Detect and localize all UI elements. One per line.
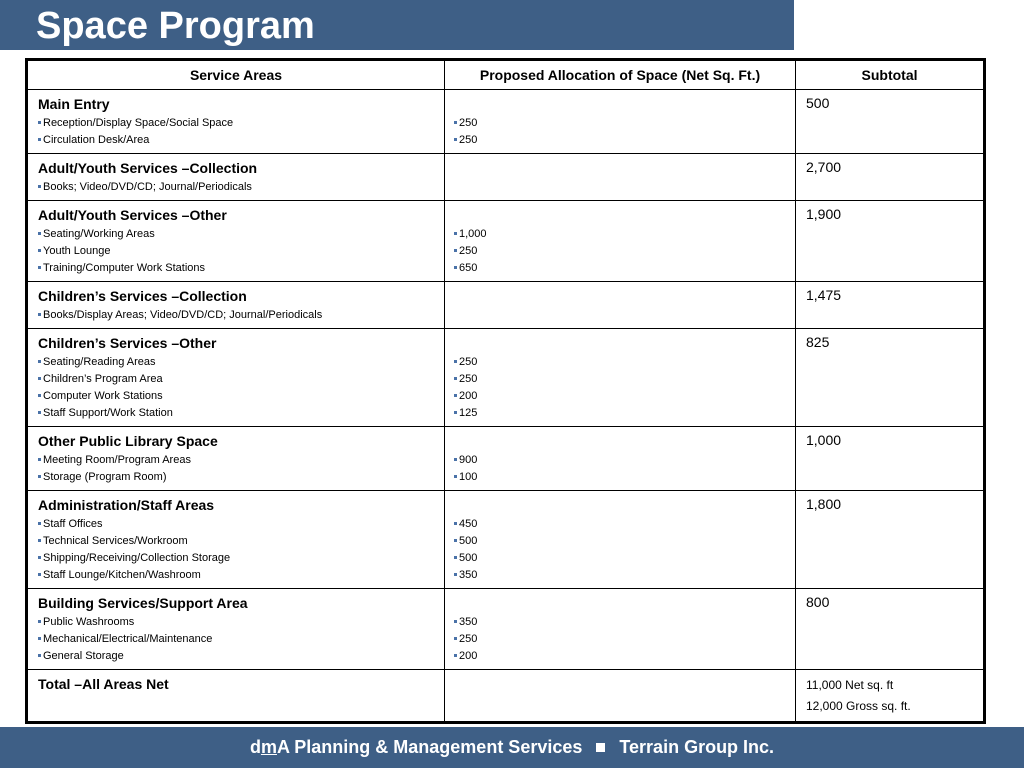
allocation-value bbox=[454, 132, 791, 149]
column-header-service-areas: Service Areas bbox=[27, 60, 445, 90]
allocation-cell bbox=[445, 90, 796, 154]
section-heading: Children’s Services –Collection bbox=[38, 288, 247, 304]
allocation-text: 650 bbox=[459, 262, 478, 274]
section-row bbox=[27, 329, 985, 427]
footer-bar bbox=[0, 727, 1024, 768]
section-row bbox=[27, 154, 985, 201]
square-bullet-icon bbox=[38, 266, 41, 269]
allocation-value bbox=[454, 226, 791, 243]
footer-company bbox=[250, 737, 582, 758]
allocation-text: 250 bbox=[459, 134, 478, 146]
square-bullet-icon bbox=[454, 121, 457, 124]
subtotal-cell: 1,800 bbox=[796, 491, 985, 589]
item-name: Staff Lounge/Kitchen/Washroom bbox=[43, 569, 201, 581]
square-bullet-icon bbox=[454, 394, 457, 397]
service-area-cell bbox=[27, 90, 445, 154]
column-header-proposed-allocation: Proposed Allocation of Space (Net Sq. Ft.) bbox=[445, 60, 796, 90]
list-item bbox=[38, 307, 440, 324]
square-bullet-icon bbox=[454, 522, 457, 525]
table-header-row bbox=[27, 60, 985, 90]
list-item bbox=[38, 648, 440, 665]
allocation-value bbox=[454, 614, 791, 631]
square-bullet-icon bbox=[38, 637, 41, 640]
list-item bbox=[38, 132, 440, 149]
section-heading: Children’s Services –Other bbox=[38, 335, 217, 351]
item-name: Books; Video/DVD/CD; Journal/Periodicals bbox=[43, 181, 252, 193]
allocation-value bbox=[454, 533, 791, 550]
allocation-cell bbox=[445, 201, 796, 282]
section-row bbox=[27, 201, 985, 282]
table-body bbox=[27, 90, 985, 723]
section-heading: Administration/Staff Areas bbox=[38, 497, 215, 513]
allocation-text: 500 bbox=[459, 535, 478, 547]
service-area-cell bbox=[27, 329, 445, 427]
service-area-cell bbox=[27, 154, 445, 201]
subtotal-cell: 2,700 bbox=[796, 154, 985, 201]
service-area-cell bbox=[27, 201, 445, 282]
list-item bbox=[38, 631, 440, 648]
subtotal-cell: 825 bbox=[796, 329, 985, 427]
total-allocation-cell bbox=[445, 670, 796, 723]
square-bullet-icon bbox=[454, 556, 457, 559]
list-item bbox=[38, 179, 440, 196]
allocation-text: 1,000 bbox=[459, 228, 487, 240]
title-bar bbox=[0, 0, 794, 50]
total-gross-value: 12,000 Gross sq. ft. bbox=[806, 699, 911, 713]
list-item bbox=[38, 260, 440, 277]
item-name: Shipping/Receiving/Collection Storage bbox=[43, 552, 231, 564]
allocation-value bbox=[454, 631, 791, 648]
square-bullet-icon bbox=[38, 539, 41, 542]
allocation-text: 200 bbox=[459, 650, 478, 662]
subtotal-cell: 1,475 bbox=[796, 282, 985, 329]
allocation-value bbox=[454, 452, 791, 469]
section-row bbox=[27, 589, 985, 670]
allocation-cell bbox=[445, 154, 796, 201]
square-bullet-icon bbox=[38, 138, 41, 141]
footer-company-rest: A Planning & Management Services bbox=[276, 737, 583, 757]
square-bullet-icon bbox=[38, 313, 41, 316]
allocation-text: 450 bbox=[459, 518, 478, 530]
subtotal-cell: 800 bbox=[796, 589, 985, 670]
square-bullet-icon bbox=[38, 394, 41, 397]
subtotal-cell: 500 bbox=[796, 90, 985, 154]
list-item bbox=[38, 567, 440, 584]
column-header-subtotal: Subtotal bbox=[796, 60, 985, 90]
square-bullet-icon bbox=[454, 573, 457, 576]
allocation-value bbox=[454, 388, 791, 405]
allocation-value bbox=[454, 469, 791, 486]
section-row bbox=[27, 427, 985, 491]
square-bullet-icon bbox=[38, 573, 41, 576]
square-bullet-icon bbox=[38, 185, 41, 188]
subtotal-cell: 1,000 bbox=[796, 427, 985, 491]
list-item bbox=[38, 405, 440, 422]
allocation-text: 125 bbox=[459, 407, 478, 419]
square-bullet-icon bbox=[454, 539, 457, 542]
square-bullet-icon bbox=[38, 360, 41, 363]
allocation-cell bbox=[445, 427, 796, 491]
allocation-text: 500 bbox=[459, 552, 478, 564]
allocation-value bbox=[454, 567, 791, 584]
item-name: Staff Offices bbox=[43, 518, 103, 530]
item-name: Storage (Program Room) bbox=[43, 471, 167, 483]
list-item bbox=[38, 388, 440, 405]
square-bullet-icon bbox=[454, 475, 457, 478]
allocation-cell bbox=[445, 329, 796, 427]
section-heading: Adult/Youth Services –Collection bbox=[38, 160, 258, 176]
allocation-cell bbox=[445, 589, 796, 670]
square-bullet-icon bbox=[454, 232, 457, 235]
allocation-value bbox=[454, 405, 791, 422]
square-bullet-icon bbox=[454, 138, 457, 141]
total-subtotal-cell bbox=[796, 670, 985, 723]
item-name: Seating/Working Areas bbox=[43, 228, 155, 240]
list-item bbox=[38, 614, 440, 631]
square-bullet-icon bbox=[38, 458, 41, 461]
total-label-cell bbox=[27, 670, 445, 723]
allocation-text: 250 bbox=[459, 117, 478, 129]
square-bullet-icon bbox=[454, 377, 457, 380]
square-bullet-icon bbox=[38, 377, 41, 380]
item-name: Reception/Display Space/Social Space bbox=[43, 117, 234, 129]
section-heading: Main Entry bbox=[38, 96, 110, 112]
total-heading: Total –All Areas Net bbox=[38, 676, 169, 692]
allocation-text: 900 bbox=[459, 454, 478, 466]
list-item bbox=[38, 115, 440, 132]
square-bullet-icon bbox=[454, 411, 457, 414]
allocation-value bbox=[454, 354, 791, 371]
square-bullet-icon bbox=[596, 743, 605, 752]
allocation-text: 350 bbox=[459, 616, 478, 628]
item-name: Training/Computer Work Stations bbox=[43, 262, 206, 274]
item-name: Books/Display Areas; Video/DVD/CD; Journal/Periodicals bbox=[43, 309, 323, 321]
list-item bbox=[38, 226, 440, 243]
section-row bbox=[27, 90, 985, 154]
square-bullet-icon bbox=[38, 411, 41, 414]
total-net-value: 11,000 Net sq. ft bbox=[806, 678, 894, 692]
list-item bbox=[38, 354, 440, 371]
square-bullet-icon bbox=[38, 121, 41, 124]
list-item bbox=[38, 452, 440, 469]
allocation-value bbox=[454, 550, 791, 567]
square-bullet-icon bbox=[454, 458, 457, 461]
square-bullet-icon bbox=[38, 556, 41, 559]
section-heading: Building Services/Support Area bbox=[38, 595, 248, 611]
allocation-value bbox=[454, 115, 791, 132]
square-bullet-icon bbox=[454, 620, 457, 623]
item-name: Circulation Desk/Area bbox=[43, 134, 150, 146]
list-item bbox=[38, 533, 440, 550]
square-bullet-icon bbox=[38, 249, 41, 252]
total-row bbox=[27, 670, 985, 723]
allocation-text: 250 bbox=[459, 633, 478, 645]
allocation-text: 100 bbox=[459, 471, 478, 483]
list-item bbox=[38, 469, 440, 486]
footer-company-underlined: m bbox=[260, 737, 277, 757]
allocation-cell bbox=[445, 491, 796, 589]
section-heading: Other Public Library Space bbox=[38, 433, 218, 449]
square-bullet-icon bbox=[454, 360, 457, 363]
square-bullet-icon bbox=[38, 475, 41, 478]
allocation-value bbox=[454, 648, 791, 665]
item-name: Computer Work Stations bbox=[43, 390, 163, 402]
allocation-text: 200 bbox=[459, 390, 478, 402]
service-area-cell bbox=[27, 282, 445, 329]
item-name: Seating/Reading Areas bbox=[43, 356, 156, 368]
list-item bbox=[38, 516, 440, 533]
list-item bbox=[38, 550, 440, 567]
item-name: Mechanical/Electrical/Maintenance bbox=[43, 633, 213, 645]
allocation-text: 350 bbox=[459, 569, 478, 581]
footer-partner: Terrain Group Inc. bbox=[619, 737, 775, 757]
square-bullet-icon bbox=[38, 522, 41, 525]
allocation-value bbox=[454, 243, 791, 260]
square-bullet-icon bbox=[454, 637, 457, 640]
allocation-text: 250 bbox=[459, 373, 478, 385]
item-name: Children’s Program Area bbox=[43, 373, 163, 385]
item-name: Public Washrooms bbox=[43, 616, 135, 628]
page-title: Space Program bbox=[36, 5, 315, 47]
subtotal-cell: 1,900 bbox=[796, 201, 985, 282]
square-bullet-icon bbox=[454, 266, 457, 269]
allocation-value bbox=[454, 371, 791, 388]
square-bullet-icon bbox=[38, 620, 41, 623]
square-bullet-icon bbox=[38, 232, 41, 235]
service-area-cell bbox=[27, 589, 445, 670]
square-bullet-icon bbox=[454, 654, 457, 657]
allocation-text: 250 bbox=[459, 245, 478, 257]
space-program-table bbox=[25, 58, 986, 724]
list-item bbox=[38, 371, 440, 388]
square-bullet-icon bbox=[454, 249, 457, 252]
allocation-text: 250 bbox=[459, 356, 478, 368]
item-name: General Storage bbox=[43, 650, 124, 662]
item-name: Technical Services/Workroom bbox=[43, 535, 188, 547]
list-item bbox=[38, 243, 440, 260]
service-area-cell bbox=[27, 427, 445, 491]
section-row bbox=[27, 491, 985, 589]
section-heading: Adult/Youth Services –Other bbox=[38, 207, 227, 223]
allocation-cell bbox=[445, 282, 796, 329]
allocation-value bbox=[454, 260, 791, 277]
item-name: Staff Support/Work Station bbox=[43, 407, 173, 419]
service-area-cell bbox=[27, 491, 445, 589]
square-bullet-icon bbox=[38, 654, 41, 657]
section-row bbox=[27, 282, 985, 329]
item-name: Meeting Room/Program Areas bbox=[43, 454, 191, 466]
footer-company-prefix: d bbox=[249, 737, 261, 757]
allocation-value bbox=[454, 516, 791, 533]
item-name: Youth Lounge bbox=[43, 245, 111, 257]
